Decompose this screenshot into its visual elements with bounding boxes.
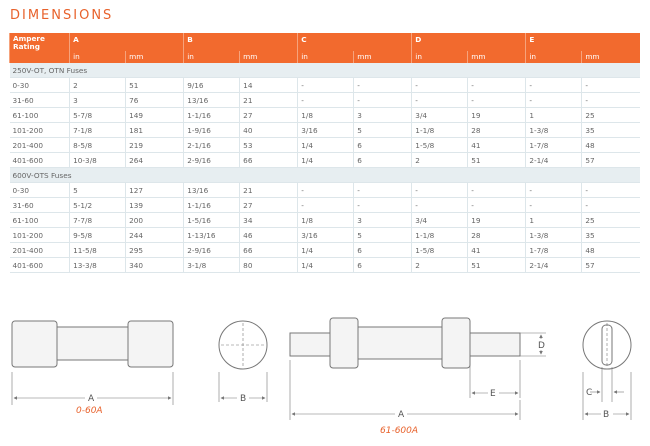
- dim-label-e: E: [490, 389, 496, 399]
- table-cell: 35: [582, 228, 640, 243]
- table-cell: 51: [468, 153, 526, 168]
- table-cell: 13-3/8: [70, 258, 126, 273]
- unit-header: mm: [240, 51, 298, 63]
- table-cell: 53: [240, 138, 298, 153]
- table-cell: 264: [126, 153, 184, 168]
- table-cell: 10-3/8: [70, 153, 126, 168]
- unit-header: mm: [582, 51, 640, 63]
- table-cell: 6: [354, 153, 412, 168]
- table-cell: 1/4: [298, 258, 354, 273]
- table-cell: 9-5/8: [70, 228, 126, 243]
- table-cell: 51: [126, 78, 184, 93]
- table-cell: 1-3/8: [526, 123, 582, 138]
- table-cell: 48: [582, 138, 640, 153]
- rating-cell: 201-400: [10, 243, 70, 258]
- table-cell: 80: [240, 258, 298, 273]
- rating-cell: 31-60: [10, 93, 70, 108]
- table-cell: 3/4: [412, 213, 468, 228]
- unit-header: in: [184, 51, 240, 63]
- rating-cell: 0-30: [10, 183, 70, 198]
- table-cell: 2-1/16: [184, 138, 240, 153]
- table-cell: 5-7/8: [70, 108, 126, 123]
- table-cell: 1-3/8: [526, 228, 582, 243]
- table-cell: 5-1/2: [70, 198, 126, 213]
- table-cell: 25: [582, 213, 640, 228]
- header-group-a: A: [70, 33, 184, 51]
- table-cell: 57: [582, 258, 640, 273]
- dim-label-c: C: [586, 388, 593, 398]
- table-cell: 27: [240, 108, 298, 123]
- table-cell: 41: [468, 138, 526, 153]
- rating-cell: 201-400: [10, 138, 70, 153]
- table-cell: 139: [126, 198, 184, 213]
- table-cell: -: [468, 198, 526, 213]
- table-cell: 57: [582, 153, 640, 168]
- table-cell: -: [412, 198, 468, 213]
- table-cell: 127: [126, 183, 184, 198]
- table-cell: 48: [582, 243, 640, 258]
- table-cell: 244: [126, 228, 184, 243]
- table-cell: 9/16: [184, 78, 240, 93]
- table-cell: -: [354, 198, 412, 213]
- table-cell: 6: [354, 243, 412, 258]
- table-cell: 200: [126, 213, 184, 228]
- fuse-61-600a-side-view: [290, 318, 546, 420]
- table-cell: 1-1/8: [412, 228, 468, 243]
- unit-header: in: [526, 51, 582, 63]
- rating-cell: 401-600: [10, 258, 70, 273]
- table-cell: -: [468, 78, 526, 93]
- dim-label-d: D: [538, 341, 545, 351]
- table-cell: 3: [354, 213, 412, 228]
- table-cell: -: [298, 78, 354, 93]
- table-cell: 1-9/16: [184, 123, 240, 138]
- table-cell: 2-9/16: [184, 243, 240, 258]
- table-cell: 66: [240, 153, 298, 168]
- table-cell: 40: [240, 123, 298, 138]
- table-cell: -: [468, 183, 526, 198]
- unit-header: mm: [126, 51, 184, 63]
- rating-cell: 101-200: [10, 228, 70, 243]
- table-cell: 3-1/8: [184, 258, 240, 273]
- table-cell: 2: [70, 78, 126, 93]
- table-cell: 7-1/8: [70, 123, 126, 138]
- unit-header: in: [298, 51, 354, 63]
- table-cell: 3: [354, 108, 412, 123]
- table-cell: 8-5/8: [70, 138, 126, 153]
- table-cell: 19: [468, 108, 526, 123]
- table-cell: 1-1/16: [184, 108, 240, 123]
- table-cell: -: [582, 183, 640, 198]
- table-cell: -: [412, 93, 468, 108]
- table-cell: 219: [126, 138, 184, 153]
- table-cell: 21: [240, 183, 298, 198]
- table-cell: -: [582, 78, 640, 93]
- table-cell: 46: [240, 228, 298, 243]
- rating-cell: 61-100: [10, 213, 70, 228]
- table-cell: 1-7/8: [526, 243, 582, 258]
- unit-header: in: [70, 51, 126, 63]
- dim-label-a-left: A: [88, 394, 95, 404]
- table-cell: -: [354, 93, 412, 108]
- table-cell: 5: [354, 228, 412, 243]
- dim-label-b-right: B: [603, 410, 610, 420]
- unit-header: mm: [468, 51, 526, 63]
- rating-cell: 0-30: [10, 78, 70, 93]
- table-cell: -: [354, 183, 412, 198]
- table-cell: 1: [526, 213, 582, 228]
- table-cell: 28: [468, 228, 526, 243]
- table-cell: 1-5/8: [412, 138, 468, 153]
- table-cell: -: [526, 198, 582, 213]
- unit-header: mm: [354, 51, 412, 63]
- table-cell: 2-9/16: [184, 153, 240, 168]
- table-cell: -: [412, 78, 468, 93]
- header-ampere-rating: Ampere Rating: [10, 33, 70, 63]
- table-cell: 66: [240, 243, 298, 258]
- table-cell: 340: [126, 258, 184, 273]
- table-cell: 1/8: [298, 108, 354, 123]
- table-cell: 1: [526, 108, 582, 123]
- rating-cell: 101-200: [10, 123, 70, 138]
- table-cell: 6: [354, 138, 412, 153]
- table-cell: 2-1/4: [526, 258, 582, 273]
- page-title: DIMENSIONS: [10, 8, 114, 23]
- table-cell: 3/4: [412, 108, 468, 123]
- table-cell: 3/16: [298, 123, 354, 138]
- table-cell: -: [582, 198, 640, 213]
- table-cell: 7-7/8: [70, 213, 126, 228]
- table-cell: 35: [582, 123, 640, 138]
- rating-cell: 401-600: [10, 153, 70, 168]
- fuse-61-600a-end-view: [583, 321, 631, 420]
- header-group-b: B: [184, 33, 298, 51]
- table-cell: -: [298, 93, 354, 108]
- table-cell: 25: [582, 108, 640, 123]
- table-cell: 1-1/8: [412, 123, 468, 138]
- table-cell: 2-1/4: [526, 153, 582, 168]
- caption-0-60a: 0-60A: [76, 406, 103, 416]
- table-cell: 1/8: [298, 213, 354, 228]
- dim-label-b-left: B: [240, 394, 247, 404]
- table-cell: 2: [412, 153, 468, 168]
- table-cell: 76: [126, 93, 184, 108]
- table-cell: 149: [126, 108, 184, 123]
- header-group-e: E: [526, 33, 640, 51]
- table-cell: 3/16: [298, 228, 354, 243]
- table-cell: 13/16: [184, 183, 240, 198]
- table-cell: 295: [126, 243, 184, 258]
- table-cell: 1/4: [298, 138, 354, 153]
- table-cell: -: [298, 198, 354, 213]
- table-cell: -: [526, 183, 582, 198]
- section-label: 600V-OTS Fuses: [10, 168, 641, 183]
- table-cell: -: [526, 78, 582, 93]
- table-cell: 14: [240, 78, 298, 93]
- table-cell: 1-5/8: [412, 243, 468, 258]
- table-cell: 1/4: [298, 243, 354, 258]
- dim-label-a-right: A: [398, 410, 405, 420]
- table-cell: 1/4: [298, 153, 354, 168]
- table-cell: 2: [412, 258, 468, 273]
- table-cell: 1-7/8: [526, 138, 582, 153]
- table-cell: 27: [240, 198, 298, 213]
- table-cell: 1-13/16: [184, 228, 240, 243]
- table-cell: -: [412, 183, 468, 198]
- table-cell: 1-5/16: [184, 213, 240, 228]
- rating-cell: 61-100: [10, 108, 70, 123]
- table-cell: -: [298, 183, 354, 198]
- table-cell: -: [582, 93, 640, 108]
- caption-61-600a: 61-600A: [380, 426, 419, 436]
- table-cell: 6: [354, 258, 412, 273]
- table-cell: 5: [70, 183, 126, 198]
- table-cell: 13/16: [184, 93, 240, 108]
- table-cell: 21: [240, 93, 298, 108]
- table-cell: 41: [468, 243, 526, 258]
- table-cell: -: [468, 93, 526, 108]
- table-cell: 51: [468, 258, 526, 273]
- rating-cell: 31-60: [10, 198, 70, 213]
- section-label: 250V-OT, OTN Fuses: [10, 63, 641, 78]
- table-cell: 5: [354, 123, 412, 138]
- table-cell: 181: [126, 123, 184, 138]
- fuse-0-60a-end-view: [219, 321, 267, 402]
- table-cell: 1-1/16: [184, 198, 240, 213]
- header-group-d: D: [412, 33, 526, 51]
- table-cell: 11-5/8: [70, 243, 126, 258]
- table-cell: 3: [70, 93, 126, 108]
- table-cell: 19: [468, 213, 526, 228]
- table-cell: -: [354, 78, 412, 93]
- header-group-c: C: [298, 33, 412, 51]
- table-cell: 34: [240, 213, 298, 228]
- table-cell: 28: [468, 123, 526, 138]
- table-cell: -: [526, 93, 582, 108]
- unit-header: in: [412, 51, 468, 63]
